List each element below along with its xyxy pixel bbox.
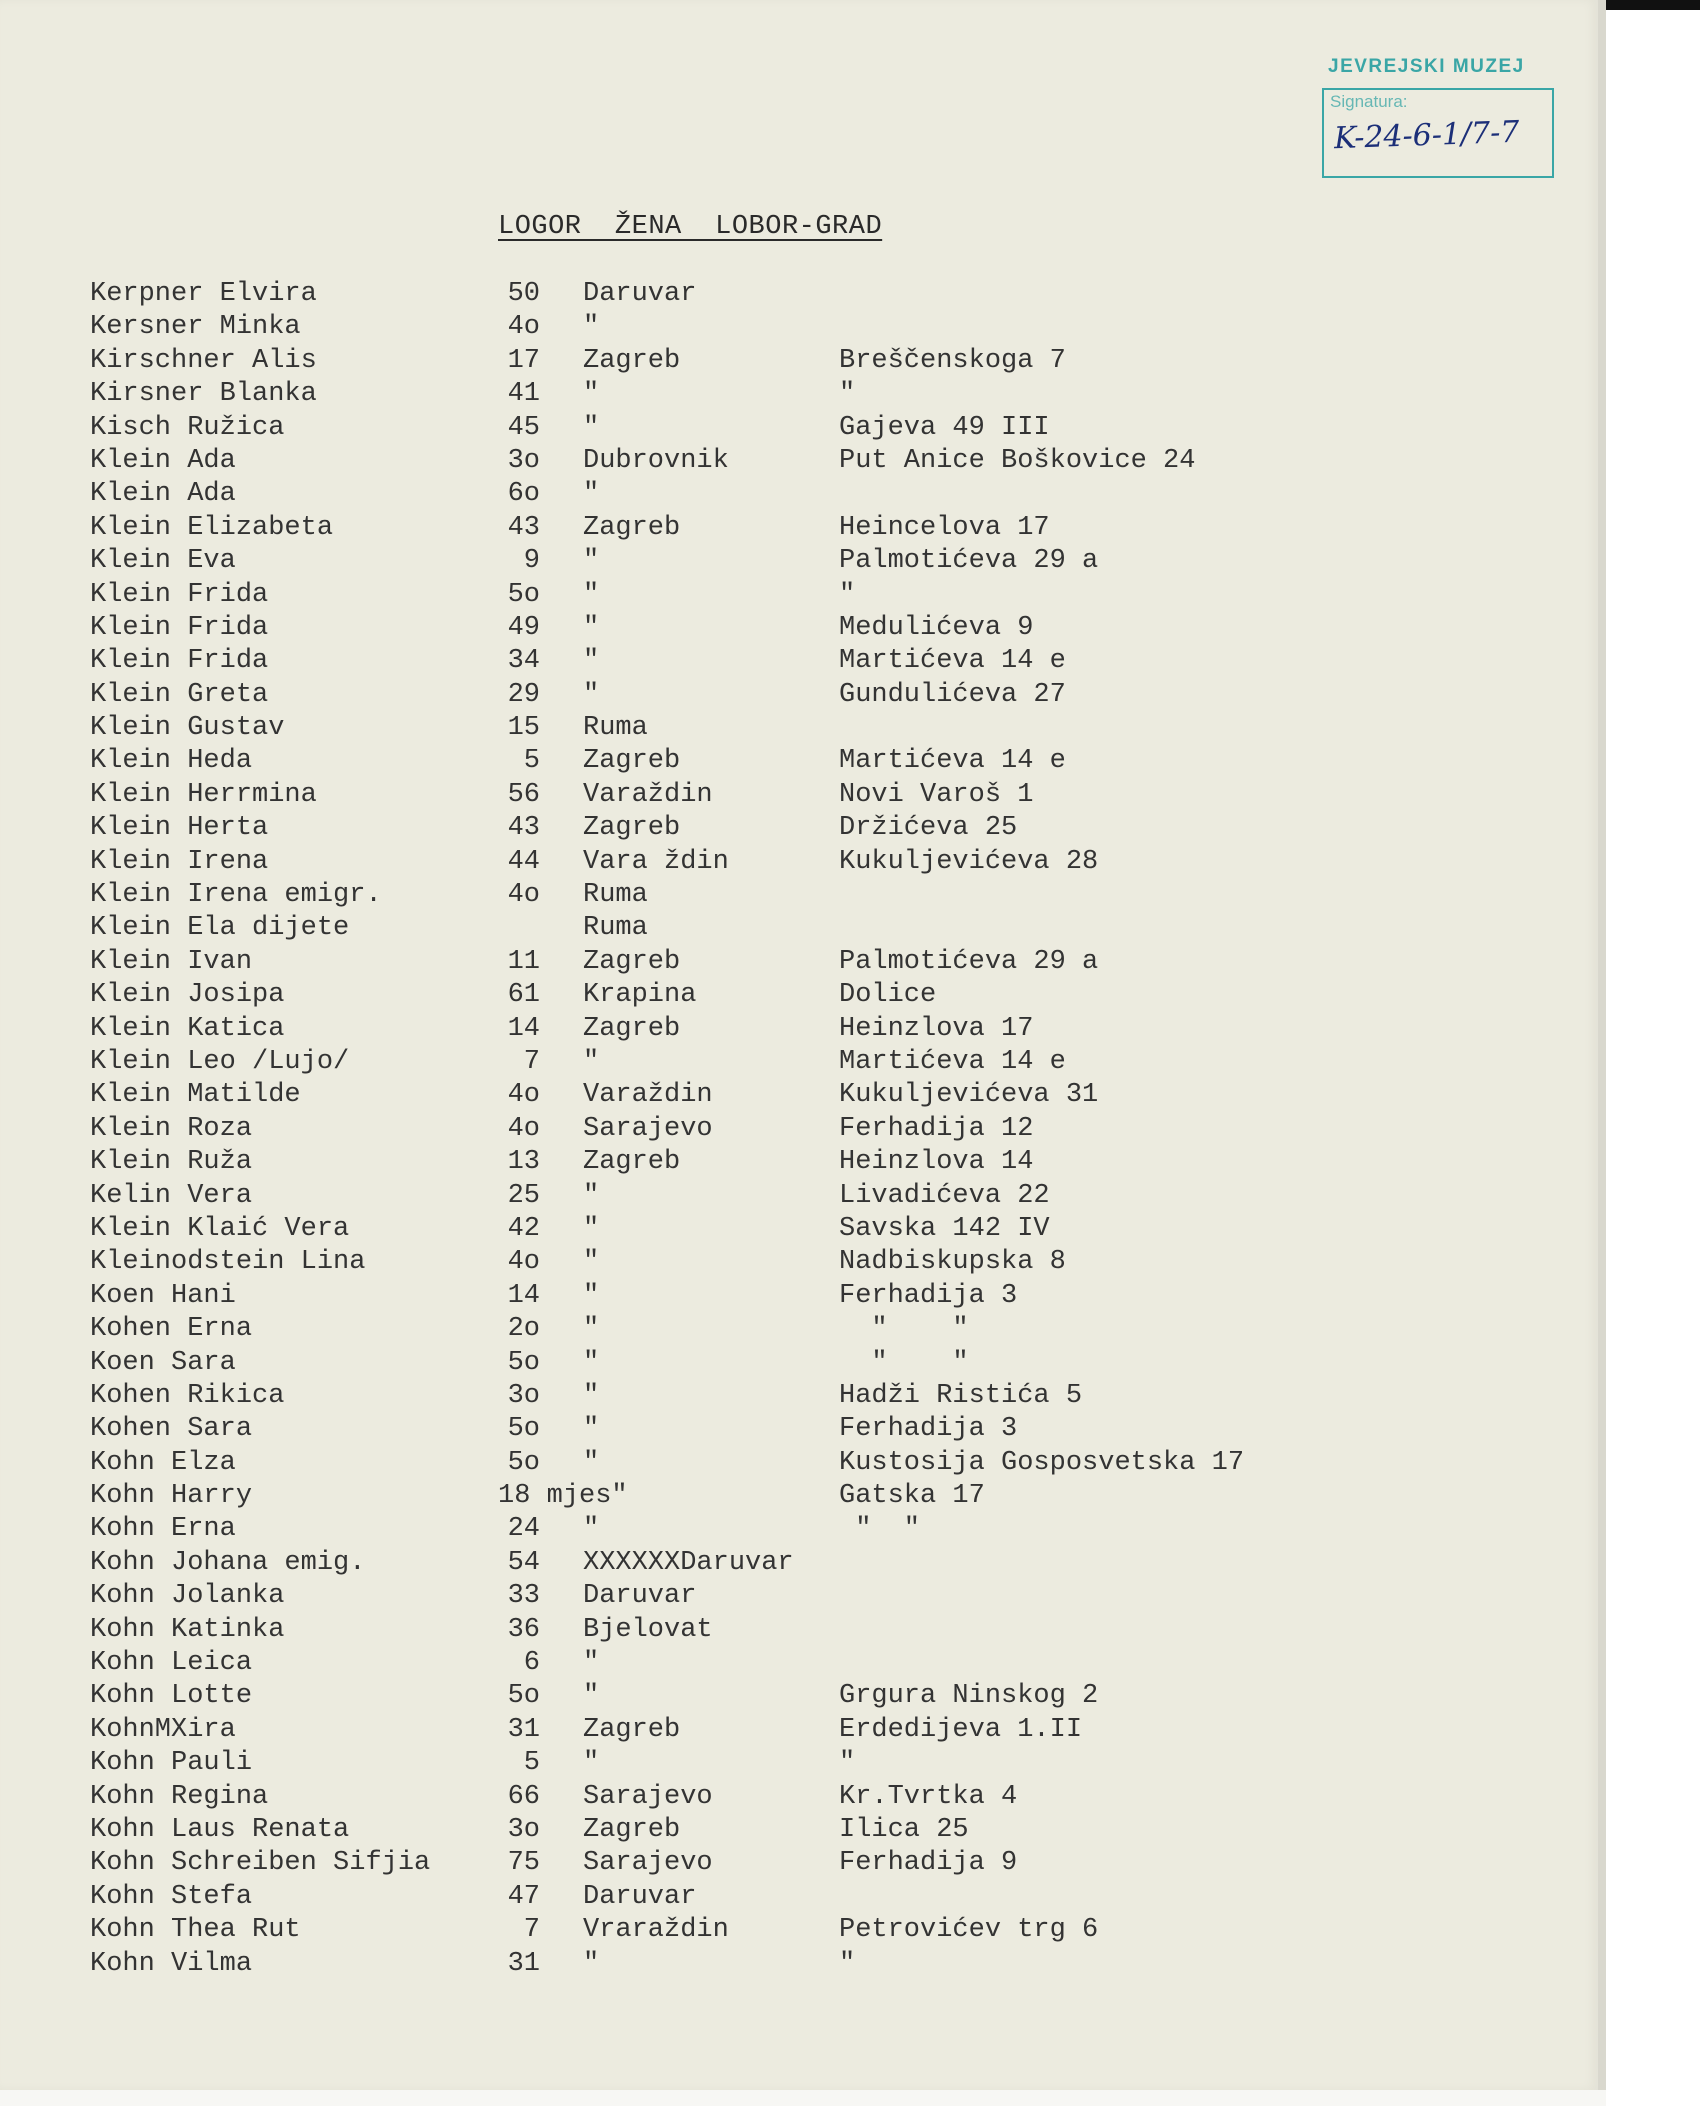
person-name: Kohn Schreiben Sifjia <box>90 1848 431 1879</box>
person-name: Kerpner Elvira <box>90 279 317 309</box>
person-name: Kohn Erna <box>90 1514 236 1545</box>
list-row <box>0 445 1598 478</box>
stamp-signature-box <box>1322 88 1554 178</box>
person-age: 36 <box>507 1614 540 1645</box>
person-city: Daruvar <box>583 1581 697 1612</box>
list-row <box>0 345 1598 378</box>
person-age: 31 <box>507 1948 540 1979</box>
person-name: Klein Katica <box>90 1013 285 1044</box>
list-row <box>0 378 1598 411</box>
list-row <box>0 1714 1598 1747</box>
list-row <box>0 412 1598 445</box>
person-name: Klein Ada <box>90 445 236 476</box>
person-age: 42 <box>507 1213 540 1244</box>
person-age: 43 <box>507 512 540 543</box>
person-age: 7 <box>523 1046 540 1077</box>
person-name: Kohen Rikica <box>90 1380 285 1411</box>
list-row <box>0 1313 1598 1346</box>
list-row <box>0 1213 1598 1246</box>
list-row <box>0 1781 1598 1814</box>
person-age: 45 <box>507 412 540 443</box>
person-city: " <box>583 412 600 443</box>
person-address: Nadbiskupska 8 <box>839 1247 1066 1278</box>
person-city: " <box>583 1314 600 1345</box>
person-address: Kustosija Gosposvetska 17 <box>839 1447 1245 1478</box>
person-age: 24 <box>507 1514 540 1545</box>
person-address: " " <box>839 1514 921 1545</box>
list-row <box>0 1814 1598 1847</box>
list-row <box>0 946 1598 979</box>
person-name: Klein Herta <box>90 813 269 844</box>
person-city: " <box>583 1280 600 1311</box>
person-address: Ferhadija 12 <box>839 1113 1034 1144</box>
person-city: " <box>583 646 600 677</box>
person-name: Kersner Minka <box>90 312 301 343</box>
person-city: Zagreb <box>583 1814 681 1845</box>
person-address: " <box>839 1748 856 1779</box>
person-address: Palmotićeva 29 a <box>839 546 1099 577</box>
person-city: Zagreb <box>583 946 681 977</box>
person-city: Daruvar <box>583 1881 697 1912</box>
person-city: Vraraždin <box>583 1915 729 1946</box>
person-name: Klein Ruža <box>90 1147 253 1178</box>
person-name: Kohn Thea Rut <box>90 1915 301 1946</box>
person-age: 66 <box>507 1781 540 1812</box>
list-row <box>0 545 1598 578</box>
list-row <box>0 1079 1598 1112</box>
person-city: " <box>583 679 600 710</box>
person-age: 2o <box>507 1314 540 1345</box>
person-city: " <box>583 1748 600 1779</box>
person-name: Klein Irena emigr. <box>90 880 382 911</box>
person-name: Klein Heda <box>90 746 253 777</box>
person-name: Kisch Ružica <box>90 412 285 443</box>
person-address: Novi Varoš 1 <box>839 779 1034 810</box>
person-age: 50 <box>507 279 540 309</box>
person-address: Heinzlova 14 <box>839 1147 1034 1178</box>
person-city: " <box>583 579 600 610</box>
person-city: " <box>583 1648 600 1679</box>
list-row <box>0 1614 1598 1647</box>
scan-border <box>1606 0 1700 10</box>
person-age: 3o <box>507 1380 540 1411</box>
person-age: 47 <box>507 1881 540 1912</box>
person-city: Ruma <box>583 913 648 944</box>
person-name: Kohen Sara <box>90 1414 253 1445</box>
list-row <box>0 1747 1598 1780</box>
person-city: " <box>583 1514 600 1545</box>
person-name: Kirschner Alis <box>90 345 317 376</box>
person-address: " <box>839 1948 856 1979</box>
person-age: 9 <box>523 546 540 577</box>
list-row <box>0 1881 1598 1914</box>
person-age: 43 <box>507 813 540 844</box>
list-row <box>0 1513 1598 1546</box>
list-row <box>0 1914 1598 1947</box>
person-name: Klein Herrmina <box>90 779 317 810</box>
person-name: Kohen Erna <box>90 1314 253 1345</box>
person-age: 75 <box>507 1848 540 1879</box>
person-name: Klein Leo /Lujo/ <box>90 1046 350 1077</box>
person-name: Klein Ela dijete <box>90 913 350 944</box>
person-city: Varaždin <box>583 779 713 810</box>
person-name: Klein Roza <box>90 1113 253 1144</box>
person-age: 49 <box>507 612 540 643</box>
person-age: 5o <box>507 1414 540 1445</box>
person-name: Klein Eva <box>90 546 236 577</box>
list-row <box>0 1380 1598 1413</box>
person-age: 25 <box>507 1180 540 1211</box>
stamp-museum-name: JEVREJSKI MUZEJ <box>1328 56 1525 77</box>
person-address: Heinzlova 17 <box>839 1013 1034 1044</box>
list-row <box>0 912 1598 945</box>
person-city: " <box>583 1948 600 1979</box>
person-city: Zagreb <box>583 1714 681 1745</box>
person-name: Klein Frida <box>90 579 269 610</box>
person-city: Bjelovat <box>583 1614 713 1645</box>
person-age: 5o <box>507 1447 540 1478</box>
person-address: Erdedijeva 1.II <box>839 1714 1083 1745</box>
person-city: " <box>583 1447 600 1478</box>
person-age: 41 <box>507 379 540 410</box>
person-age: 14 <box>507 1013 540 1044</box>
person-name: Kohn Regina <box>90 1781 269 1812</box>
person-name: Kohn Vilma <box>90 1948 253 1979</box>
person-name: Kohn Johana emig. <box>90 1547 366 1578</box>
list-row <box>0 1680 1598 1713</box>
person-name: Koen Sara <box>90 1347 236 1378</box>
person-age: 15 <box>507 713 540 744</box>
person-age: 5 <box>523 1748 540 1779</box>
person-name: Kohn Elza <box>90 1447 236 1478</box>
person-name: Kohn Leica <box>90 1648 253 1679</box>
person-address: Kukuljevićeva 28 <box>839 846 1099 877</box>
list-row <box>0 679 1598 712</box>
person-name: Klein Frida <box>90 612 269 643</box>
person-age: 31 <box>507 1714 540 1745</box>
person-city: Sarajevo <box>583 1848 713 1879</box>
person-city: " <box>583 1180 600 1211</box>
list-row <box>0 1847 1598 1880</box>
person-address: Grgura Ninskog 2 <box>839 1681 1099 1712</box>
person-address: Petrovićev trg 6 <box>839 1915 1099 1946</box>
list-row <box>0 745 1598 778</box>
person-address: Gatska 17 <box>839 1481 985 1512</box>
person-address: Ferhadija 9 <box>839 1848 1018 1879</box>
person-name: Kleinodstein Lina <box>90 1247 366 1278</box>
list-row <box>0 1280 1598 1313</box>
stamp-handwritten-code: K-24-6-1/7-7 <box>1333 114 1520 157</box>
person-name: Klein Klaić Vera <box>90 1213 350 1244</box>
person-name: Klein Elizabeta <box>90 512 334 543</box>
person-address: Martićeva 14 e <box>839 646 1066 677</box>
person-age: 4o <box>507 1247 540 1278</box>
person-name: Klein Ada <box>90 479 236 510</box>
person-address: Medulićeva 9 <box>839 612 1034 643</box>
person-address: " " <box>839 1347 969 1378</box>
list-row <box>0 812 1598 845</box>
list-row <box>0 1146 1598 1179</box>
person-city: Zagreb <box>583 813 681 844</box>
person-age: 4o <box>507 1113 540 1144</box>
person-name: Kohn Katinka <box>90 1614 285 1645</box>
scan-margin <box>0 2090 1606 2106</box>
person-age: 56 <box>507 779 540 810</box>
list-row <box>0 1046 1598 1079</box>
person-age: 13 <box>507 1147 540 1178</box>
person-name: Koen Hani <box>90 1280 236 1311</box>
person-age: 54 <box>507 1547 540 1578</box>
person-address: Ferhadija 3 <box>839 1414 1018 1445</box>
person-city: " <box>583 546 600 577</box>
list-row <box>0 1948 1598 1981</box>
person-name: Klein Matilde <box>90 1080 301 1111</box>
person-age: 61 <box>507 980 540 1011</box>
person-address: Gundulićeva 27 <box>839 679 1066 710</box>
person-name: Kohn Lotte <box>90 1681 253 1712</box>
person-city: Zagreb <box>583 1147 681 1178</box>
document-title: LOGOR ŽENA LOBOR-GRAD <box>498 212 883 242</box>
list-row <box>0 478 1598 511</box>
person-name: Klein Frida <box>90 646 269 677</box>
person-city: Ruma <box>583 713 648 744</box>
person-city: " <box>583 1213 600 1244</box>
list-row <box>0 1413 1598 1446</box>
person-name: Kohn Jolanka <box>90 1581 285 1612</box>
person-city: Varaždin <box>583 1080 713 1111</box>
list-row <box>0 779 1598 812</box>
person-age: 4o <box>507 880 540 911</box>
person-age: 5o <box>507 1681 540 1712</box>
person-address: Savska 142 IV <box>839 1213 1050 1244</box>
person-age: 4o <box>507 1080 540 1111</box>
person-city: " <box>583 1380 600 1411</box>
person-address: " <box>839 379 856 410</box>
person-address: Martićeva 14 e <box>839 1046 1066 1077</box>
person-age: 7 <box>523 1915 540 1946</box>
person-name: Kohn Stefa <box>90 1881 253 1912</box>
person-age: 18 mjes" <box>498 1481 628 1512</box>
person-city: Daruvar <box>583 279 697 309</box>
list-row <box>0 1547 1598 1580</box>
list-row <box>0 1113 1598 1146</box>
person-age: 11 <box>507 946 540 977</box>
person-age: 17 <box>507 345 540 376</box>
person-age: 3o <box>507 1814 540 1845</box>
person-city: " <box>583 1681 600 1712</box>
person-address: Breščenskoga 7 <box>839 345 1066 376</box>
list-row <box>0 645 1598 678</box>
person-age: 3o <box>507 445 540 476</box>
list-row <box>0 278 1598 311</box>
person-address: Kr.Tvrtka 4 <box>839 1781 1018 1812</box>
list-row <box>0 512 1598 545</box>
person-age: 34 <box>507 646 540 677</box>
person-address: Martićeva 14 e <box>839 746 1066 777</box>
list-row <box>0 846 1598 879</box>
stamp-signature-label: Signatura: <box>1330 92 1408 111</box>
person-city: Sarajevo <box>583 1113 713 1144</box>
person-address: Livadićeva 22 <box>839 1180 1050 1211</box>
person-address: " <box>839 579 856 610</box>
person-city: " <box>583 312 600 343</box>
list-row <box>0 1180 1598 1213</box>
person-age: 14 <box>507 1280 540 1311</box>
list-row <box>0 1013 1598 1046</box>
person-city: Vara ždin <box>583 846 729 877</box>
person-name: Kohn Laus Renata <box>90 1814 350 1845</box>
person-address: " " <box>839 1314 969 1345</box>
person-age: 29 <box>507 679 540 710</box>
person-city: XXXXXXDaruvar <box>583 1547 794 1578</box>
person-age: 33 <box>507 1581 540 1612</box>
museum-stamp <box>1312 52 1552 172</box>
person-address: Palmotićeva 29 a <box>839 946 1099 977</box>
person-age: 6 <box>523 1648 540 1679</box>
person-city: Ruma <box>583 880 648 911</box>
person-age: 4o <box>507 312 540 343</box>
person-city: Zagreb <box>583 746 681 777</box>
person-name: Kohn Pauli <box>90 1748 253 1779</box>
person-city: Krapina <box>583 980 697 1011</box>
person-city: " <box>583 1347 600 1378</box>
prisoner-list <box>0 278 1598 1981</box>
person-name: Kirsner Blanka <box>90 379 317 410</box>
person-address: Heincelova 17 <box>839 512 1050 543</box>
person-city: " <box>583 612 600 643</box>
person-address: Put Anice Boškovice 24 <box>839 445 1196 476</box>
person-age: 5 <box>523 746 540 777</box>
person-address: Držićeva 25 <box>839 813 1018 844</box>
page-edge <box>1598 0 1606 2090</box>
list-row <box>0 712 1598 745</box>
person-city: Sarajevo <box>583 1781 713 1812</box>
list-row <box>0 612 1598 645</box>
person-address: Dolice <box>839 980 937 1011</box>
person-city: " <box>583 1046 600 1077</box>
person-age: 5o <box>507 579 540 610</box>
person-city: Zagreb <box>583 512 681 543</box>
list-row <box>0 1447 1598 1480</box>
person-age: 6o <box>507 479 540 510</box>
person-address: Ferhadija 3 <box>839 1280 1018 1311</box>
list-row <box>0 1480 1598 1513</box>
person-address: Gajeva 49 III <box>839 412 1050 443</box>
person-city: " <box>583 479 600 510</box>
person-city: Zagreb <box>583 345 681 376</box>
person-age: 5o <box>507 1347 540 1378</box>
person-name: Klein Greta <box>90 679 269 710</box>
person-age: 44 <box>507 846 540 877</box>
person-name: Klein Josipa <box>90 980 285 1011</box>
list-row <box>0 579 1598 612</box>
person-address: Ilica 25 <box>839 1814 969 1845</box>
list-row <box>0 1580 1598 1613</box>
person-name: Kelin Vera <box>90 1180 253 1211</box>
list-row <box>0 1246 1598 1279</box>
person-address: Hadži Ristića 5 <box>839 1380 1083 1411</box>
person-city: Zagreb <box>583 1013 681 1044</box>
list-row <box>0 879 1598 912</box>
person-city: " <box>583 1247 600 1278</box>
person-name: Klein Irena <box>90 846 269 877</box>
person-name: KohnMXira <box>90 1714 236 1745</box>
person-name: Kohn Harry <box>90 1481 253 1512</box>
list-row <box>0 311 1598 344</box>
list-row <box>0 1347 1598 1380</box>
list-row <box>0 979 1598 1012</box>
person-address: Kukuljevićeva 31 <box>839 1080 1099 1111</box>
person-name: Klein Gustav <box>90 713 285 744</box>
list-row <box>0 1647 1598 1680</box>
person-city: " <box>583 1414 600 1445</box>
person-name: Klein Ivan <box>90 946 253 977</box>
person-city: Dubrovnik <box>583 445 729 476</box>
person-city: " <box>583 379 600 410</box>
